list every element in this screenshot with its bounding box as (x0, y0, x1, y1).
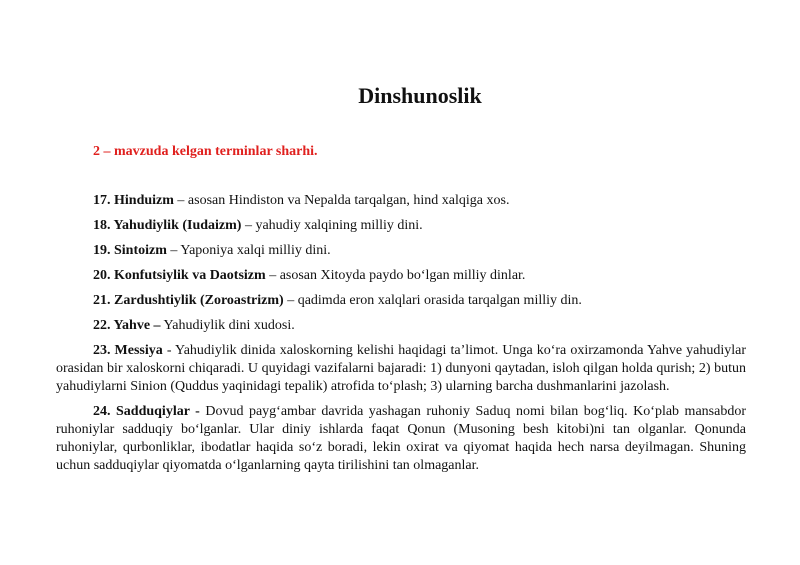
term-definition: – qadimda eron xalqlari orasida tarqalgan milliy din. (283, 293, 582, 308)
term-item (56, 217, 746, 235)
term-item (56, 242, 746, 260)
term-item (56, 192, 746, 210)
term-item (56, 403, 746, 475)
term-name: 22. Yahve – (93, 318, 161, 333)
term-name: 24. Sadduqiylar - (93, 404, 200, 419)
terms-list (56, 192, 746, 482)
term-item (56, 317, 746, 335)
term-name: 18. Yahudiylik (Iudaizm) (93, 218, 242, 233)
term-name: 19. Sintoizm (93, 243, 167, 258)
term-definition: – asosan Hindiston va Nepalda tarqalgan, hind xalqiga xos. (173, 193, 510, 208)
term-definition: Yahudiylik dini xudosi. (160, 318, 295, 333)
term-definition: - Yahudiylik dinida xaloskorning kelishi haqidagi ta’limot. Unga ko‘ra oxirzamonda Yahve yahudiylar orasidan bir xaloskorni chiqaradi. U quyidagi vazifalarni bajaradi: 1) dunyoni qaytadan, isloh qilgan holda qurish; 2) butun yahudiylarni Sinion (Quddus yaqinidagi tepalik) atrofida to‘plash; 3) ularning barcha dushmanlarini jazolash. (56, 343, 746, 394)
term-definition: – asosan Xitoyda paydo bo‘lgan milliy dinlar. (265, 268, 526, 283)
term-definition: Dovud payg‘ambar davrida yashagan ruhoniy Saduq nomi bilan bog‘liq. Ko‘plab mansabdor ruhoniylar sadduqiy bo‘lganlar. Ular diniy ishlarda faqat Qonun (Musoning besh kitobi)ni tan olganlar. Qonunda ruhoniylar, qurbonliklar, ibodatlar haqida so‘z boradi, lekin oxirat va qiyomat haqida hech narsa deyilmagan. Shuning uchun sadduqiylar qiyomatda o‘lganlarning qayta tirilishini tan olmaganlar. (56, 404, 746, 473)
term-definition: – yahudiy xalqining milliy dini. (241, 218, 423, 233)
document-title: Dinshunoslik (358, 83, 482, 108)
document-subtitle: 2 – mavzuda kelgan terminlar sharhi. (93, 144, 318, 159)
term-name: 20. Konfutsiylik va Daotsizm (93, 268, 266, 283)
term-item (56, 342, 746, 396)
term-name: 21. Zardushtiylik (Zoroastrizm) (93, 293, 284, 308)
term-definition: – Yaponiya xalqi milliy dini. (166, 243, 331, 258)
term-item (56, 292, 746, 310)
term-name: 17. Hinduizm (93, 193, 174, 208)
term-item (56, 267, 746, 285)
term-name: 23. Messiya (93, 343, 163, 358)
